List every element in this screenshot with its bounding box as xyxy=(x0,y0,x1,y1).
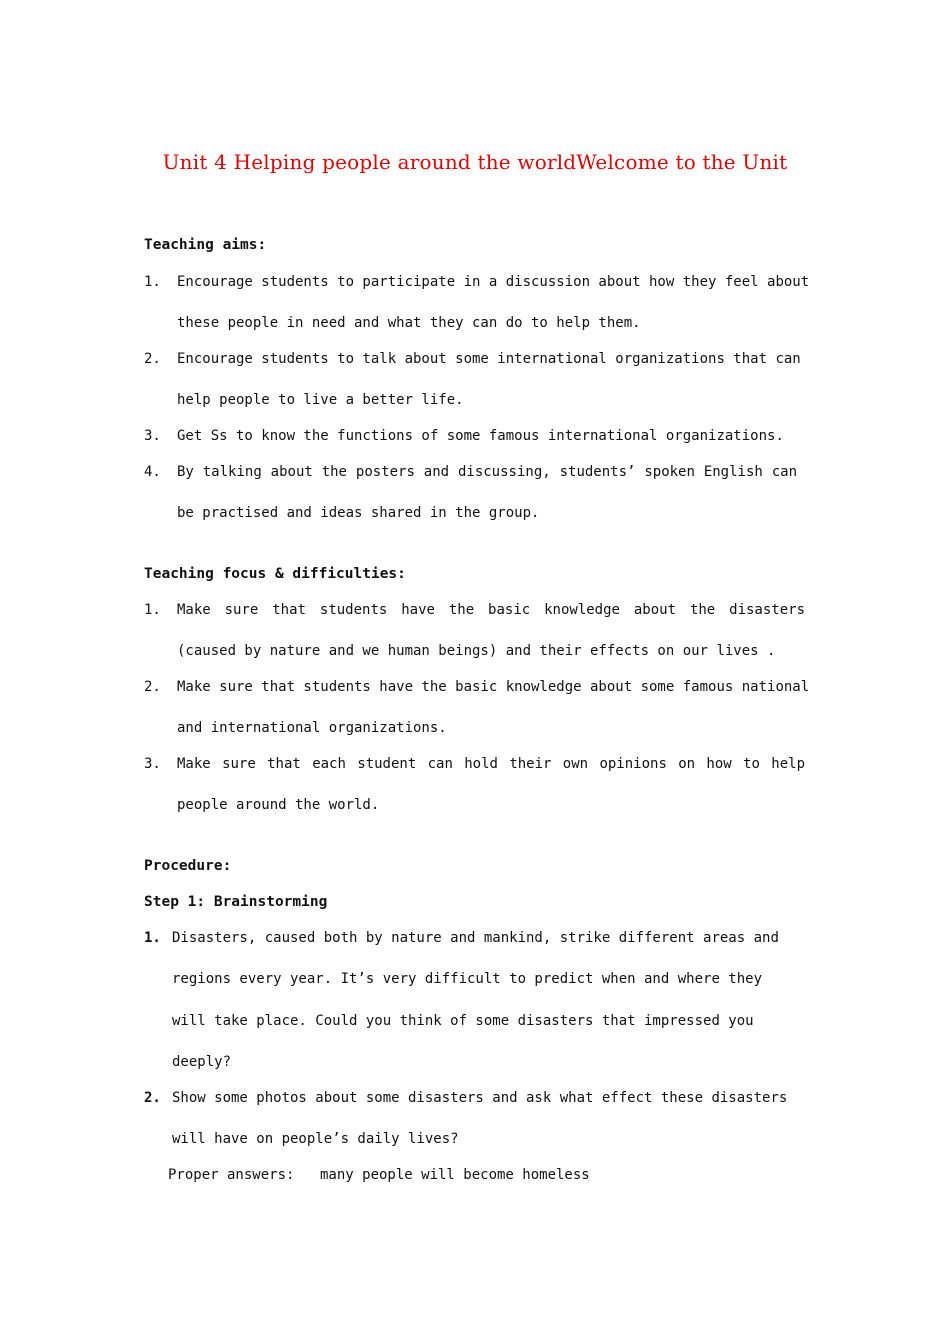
step1-heading: Step 1: Brainstorming xyxy=(144,894,328,910)
list-item-line: will have on people’s daily lives? xyxy=(172,1131,459,1147)
list-item-line: people around the world. xyxy=(177,797,380,813)
list-number: 3. xyxy=(144,756,161,772)
list-item-line: (caused by nature and we human beings) and their effects on our lives . xyxy=(177,643,776,659)
list-item-line: By talking about the posters and discussing, students’ spoken English can xyxy=(177,464,797,480)
list-number: 1. xyxy=(144,602,161,618)
list-item-line: be practised and ideas shared in the group. xyxy=(177,505,540,521)
list-number: 4. xyxy=(144,464,161,480)
proper-answers-text: many people will become homeless xyxy=(320,1167,590,1183)
list-item-line: these people in need and what they can do to help them. xyxy=(177,315,641,331)
list-number: 1. xyxy=(144,930,161,946)
list-item-line: and international organizations. xyxy=(177,720,447,736)
proper-answers-label: Proper answers: xyxy=(168,1167,295,1183)
list-item-line: Disasters, caused both by nature and mankind, strike different areas and xyxy=(172,930,779,946)
list-item-line: Make sure that each student can hold their own opinions on how to help xyxy=(177,756,805,772)
list-item-line: help people to live a better life. xyxy=(177,392,464,408)
list-item-line: will take place. Could you think of some disasters that impressed you xyxy=(172,1013,754,1029)
teaching-focus-heading: Teaching focus & difficulties: xyxy=(144,566,406,582)
list-item-line: Make sure that students have the basic knowledge about some famous national xyxy=(177,679,810,695)
list-item-line: deeply? xyxy=(172,1054,232,1070)
list-item-line: Encourage students to participate in a discussion about how they feel about xyxy=(177,274,810,290)
list-item-line: Get Ss to know the functions of some famous international organizations. xyxy=(177,428,784,444)
list-number: 2. xyxy=(144,351,161,367)
list-item-line: Show some photos about some disasters and ask what effect these disasters xyxy=(172,1090,788,1106)
list-number: 1. xyxy=(144,274,161,290)
list-item-line: regions every year. It’s very difficult to predict when and where they xyxy=(172,971,763,987)
teaching-aims-heading: Teaching aims: xyxy=(144,237,267,253)
list-item-line: Encourage students to talk about some international organizations that can xyxy=(177,351,801,367)
list-number: 3. xyxy=(144,428,161,444)
list-item-line: Make sure that students have the basic knowledge about the disasters xyxy=(177,602,805,618)
document-title: Unit 4 Helping people around the worldWelcome to the Unit xyxy=(162,150,788,174)
procedure-heading: Procedure: xyxy=(144,858,232,874)
list-number: 2. xyxy=(144,1090,161,1106)
list-number: 2. xyxy=(144,679,161,695)
